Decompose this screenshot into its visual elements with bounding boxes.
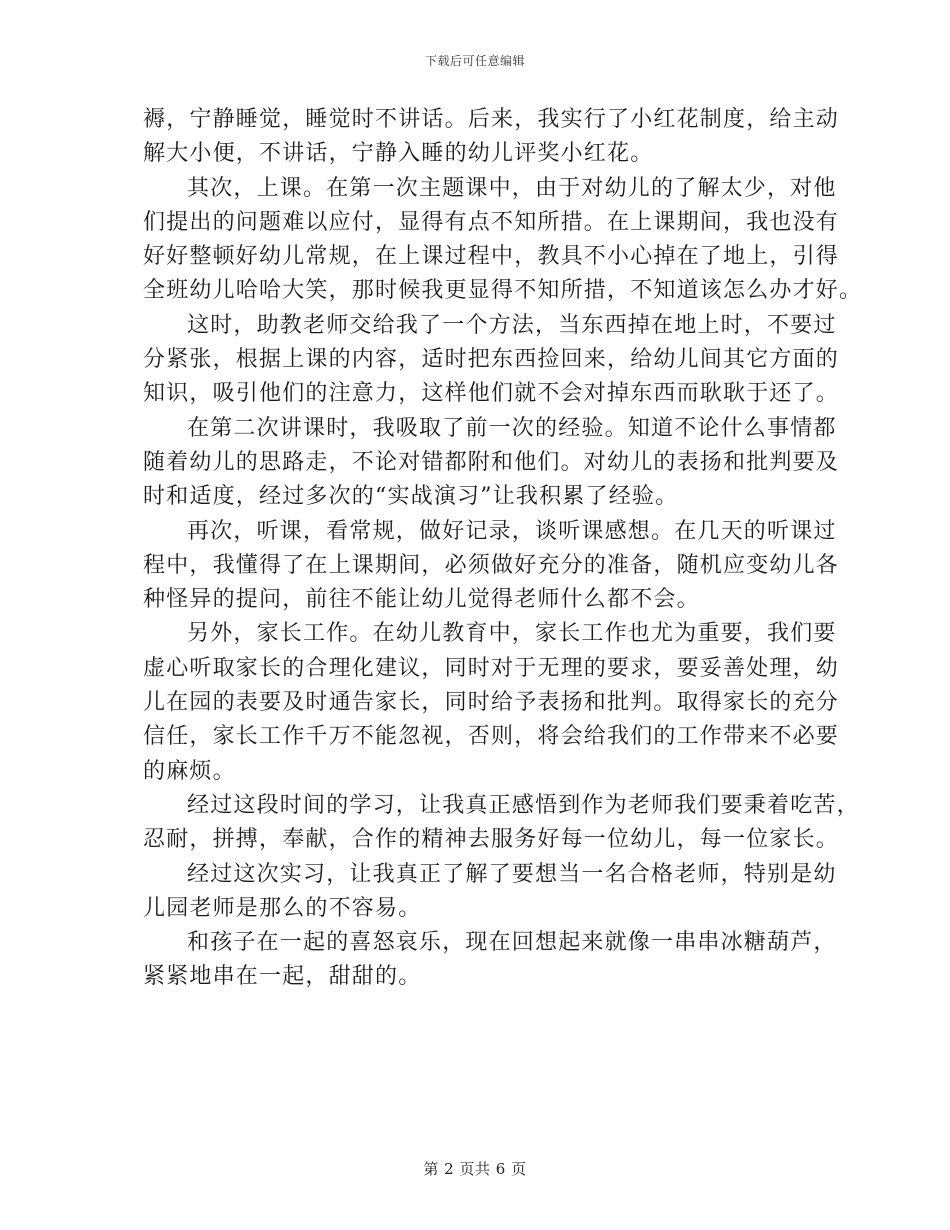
- text-line: 知识，吸引他们的注意力，这样他们就不会对掉东西而耿耿于还了。: [143, 381, 840, 407]
- paragraph-start-line: 其次，上课。在第一次主题课中，由于对幼儿的了解太少，对他: [187, 175, 837, 201]
- text-line: 全班幼儿哈哈大笑，那时候我更显得不知所措，不知道该怎么办才好。: [143, 278, 863, 304]
- text-line: 种怪异的提问，前往不能让幼儿觉得老师什么都不会。: [143, 587, 700, 613]
- text-line: 儿园老师是那么的不容易。: [143, 895, 422, 921]
- text-line: 虚心听取家长的合理化建议，同时对于无理的要求，要妥善处理，幼: [143, 655, 840, 681]
- paragraph-start-line: 在第二次讲课时，我吸取了前一次的经验。知道不论什么事情都: [187, 415, 837, 441]
- text-line: 紧紧地串在一起，甜甜的。: [143, 964, 422, 990]
- text-line: 们提出的问题难以应付，显得有点不知所措。在上课期间，我也没有: [143, 209, 840, 235]
- text-line: 信任，家长工作千万不能忽视，否则，将会给我们的工作带来不必要: [143, 724, 840, 750]
- text-line: 褥，宁静睡觉，睡觉时不讲话。后来，我实行了小红花制度，给主动: [143, 107, 840, 132]
- text-line: 儿在园的表要及时通告家长，同时给予表扬和批判。取得家长的充分: [143, 690, 840, 716]
- document-body: [143, 103, 863, 995]
- text-line: 的麻烦。: [143, 758, 236, 784]
- paragraph-start-line: 再次，听课，看常规，做好记录，谈听课感想。在几天的听课过: [187, 518, 837, 544]
- paragraph-start-line: 经过这次实习，让我真正了解了要想当一名合格老师，特别是幼: [187, 861, 837, 887]
- paragraph-start-line: 这时，助教老师交给我了一个方法，当东西掉在地上时，不要过: [187, 312, 837, 338]
- paragraph-start-line: 和孩子在一起的喜怒哀乐，现在回想起来就像一串串冰糖葫芦，: [187, 930, 837, 956]
- paragraph-start-line: 经过这段时间的学习，让我真正感悟到作为老师我们要秉着吃苦，: [187, 792, 860, 818]
- text-line: 程中，我懂得了在上课期间，必须做好充分的准备，随机应变幼儿各: [143, 552, 840, 578]
- page-header: 下载后可任意编辑: [424, 54, 525, 68]
- paragraph-start-line: 另外，家长工作。在幼儿教育中，家长工作也尤为重要，我们要: [187, 621, 837, 647]
- text-line: 随着幼儿的思路走，不论对错都附和他们。对幼儿的表扬和批判要及: [143, 449, 840, 475]
- page-number: 第 2 页共 6 页: [423, 1160, 527, 1178]
- text-line: 解大小便，不讲话，宁静入睡的幼儿评奖小红花。: [143, 141, 654, 167]
- text-line: 分紧张，根据上课的内容，适时把东西捡回来，给幼儿间其它方面的: [143, 347, 840, 373]
- text-line: 时和适度，经过多次的“实战演习”让我积累了经验。: [143, 484, 679, 510]
- text-line: 忍耐，拼搏，奉献，合作的精神去服务好每一位幼儿，每一位家长。: [143, 827, 840, 853]
- text-line: 好好整顿好幼儿常规，在上课过程中，教具不小心掉在了地上，引得: [143, 244, 840, 270]
